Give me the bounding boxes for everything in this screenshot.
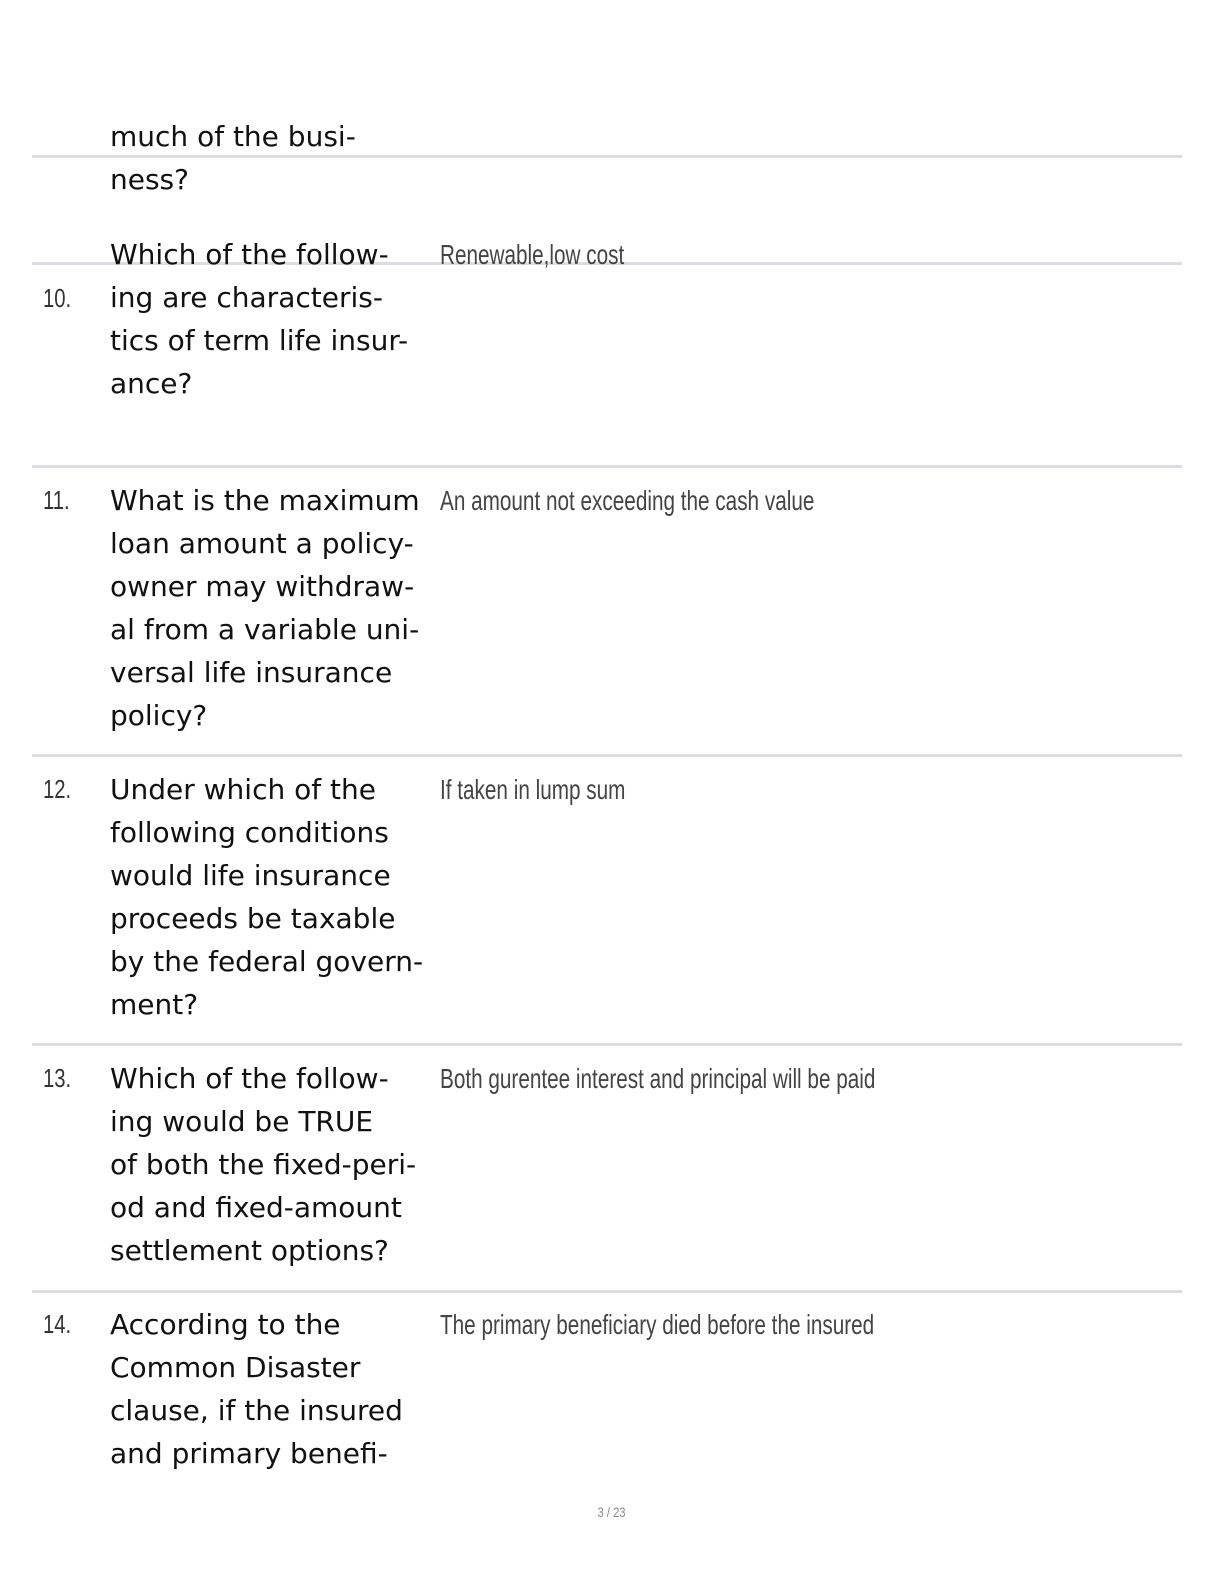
question-number: 10. xyxy=(43,283,72,313)
question-line: of both the fixed-peri- xyxy=(110,1148,417,1181)
question-line: proceeds be taxable xyxy=(110,902,396,935)
question-line: What is the maximum xyxy=(110,484,420,517)
question-line: policy? xyxy=(110,699,208,732)
question-line: ing would be TRUE xyxy=(110,1105,374,1138)
question-line: would life insurance xyxy=(110,859,391,892)
question-line: ing are characteris- xyxy=(110,281,383,314)
row-divider xyxy=(32,1043,1182,1046)
row-divider xyxy=(32,1290,1182,1293)
question-number: 14. xyxy=(43,1309,72,1339)
question-line: al from a variable uni- xyxy=(110,613,420,646)
question-line: and primary benefi- xyxy=(110,1437,388,1470)
question-line: much of the busi- xyxy=(110,120,356,153)
question-line: Under which of the xyxy=(110,773,376,806)
question-line: According to the xyxy=(110,1308,341,1341)
question-line: Which of the follow- xyxy=(110,1062,389,1095)
row-divider xyxy=(32,155,1182,158)
answer-text: Renewable,low cost xyxy=(440,239,625,270)
question-text xyxy=(110,1303,430,1475)
question-line: ance? xyxy=(110,367,193,400)
question-line: ness? xyxy=(110,163,190,196)
question-line: following conditions xyxy=(110,816,389,849)
answer-text: An amount not exceeding the cash value xyxy=(440,485,815,516)
row-divider xyxy=(32,754,1182,757)
question-number: 11. xyxy=(43,485,70,515)
question-line: ment? xyxy=(110,988,199,1021)
question-line: tics of term life insur- xyxy=(110,324,409,357)
question-line: loan amount a policy- xyxy=(110,527,414,560)
question-line: od and fixed-amount xyxy=(110,1191,402,1224)
question-number: 12. xyxy=(43,774,72,804)
page-number: 3 / 23 xyxy=(597,1504,627,1520)
question-line: Which of the follow- xyxy=(110,238,389,271)
answer-text: If taken in lump sum xyxy=(440,774,626,805)
question-number: 13. xyxy=(43,1063,72,1093)
question-line: Common Disaster xyxy=(110,1351,361,1384)
answer-text: The primary beneficiary died before the insured xyxy=(440,1309,875,1340)
question-text xyxy=(110,768,430,1026)
answer-text: Both gurentee interest and principal will be paid xyxy=(440,1063,876,1094)
question-line: owner may withdraw- xyxy=(110,570,415,603)
row-divider xyxy=(32,465,1182,468)
page-footer xyxy=(0,1504,1224,1520)
continued-question xyxy=(110,115,430,201)
question-text xyxy=(110,1057,430,1272)
question-line: versal life insurance xyxy=(110,656,393,689)
question-text xyxy=(110,479,430,737)
question-line: by the federal govern- xyxy=(110,945,424,978)
question-line: clause, if the insured xyxy=(110,1394,403,1427)
question-text xyxy=(110,233,430,405)
question-line: settlement options? xyxy=(110,1234,389,1267)
